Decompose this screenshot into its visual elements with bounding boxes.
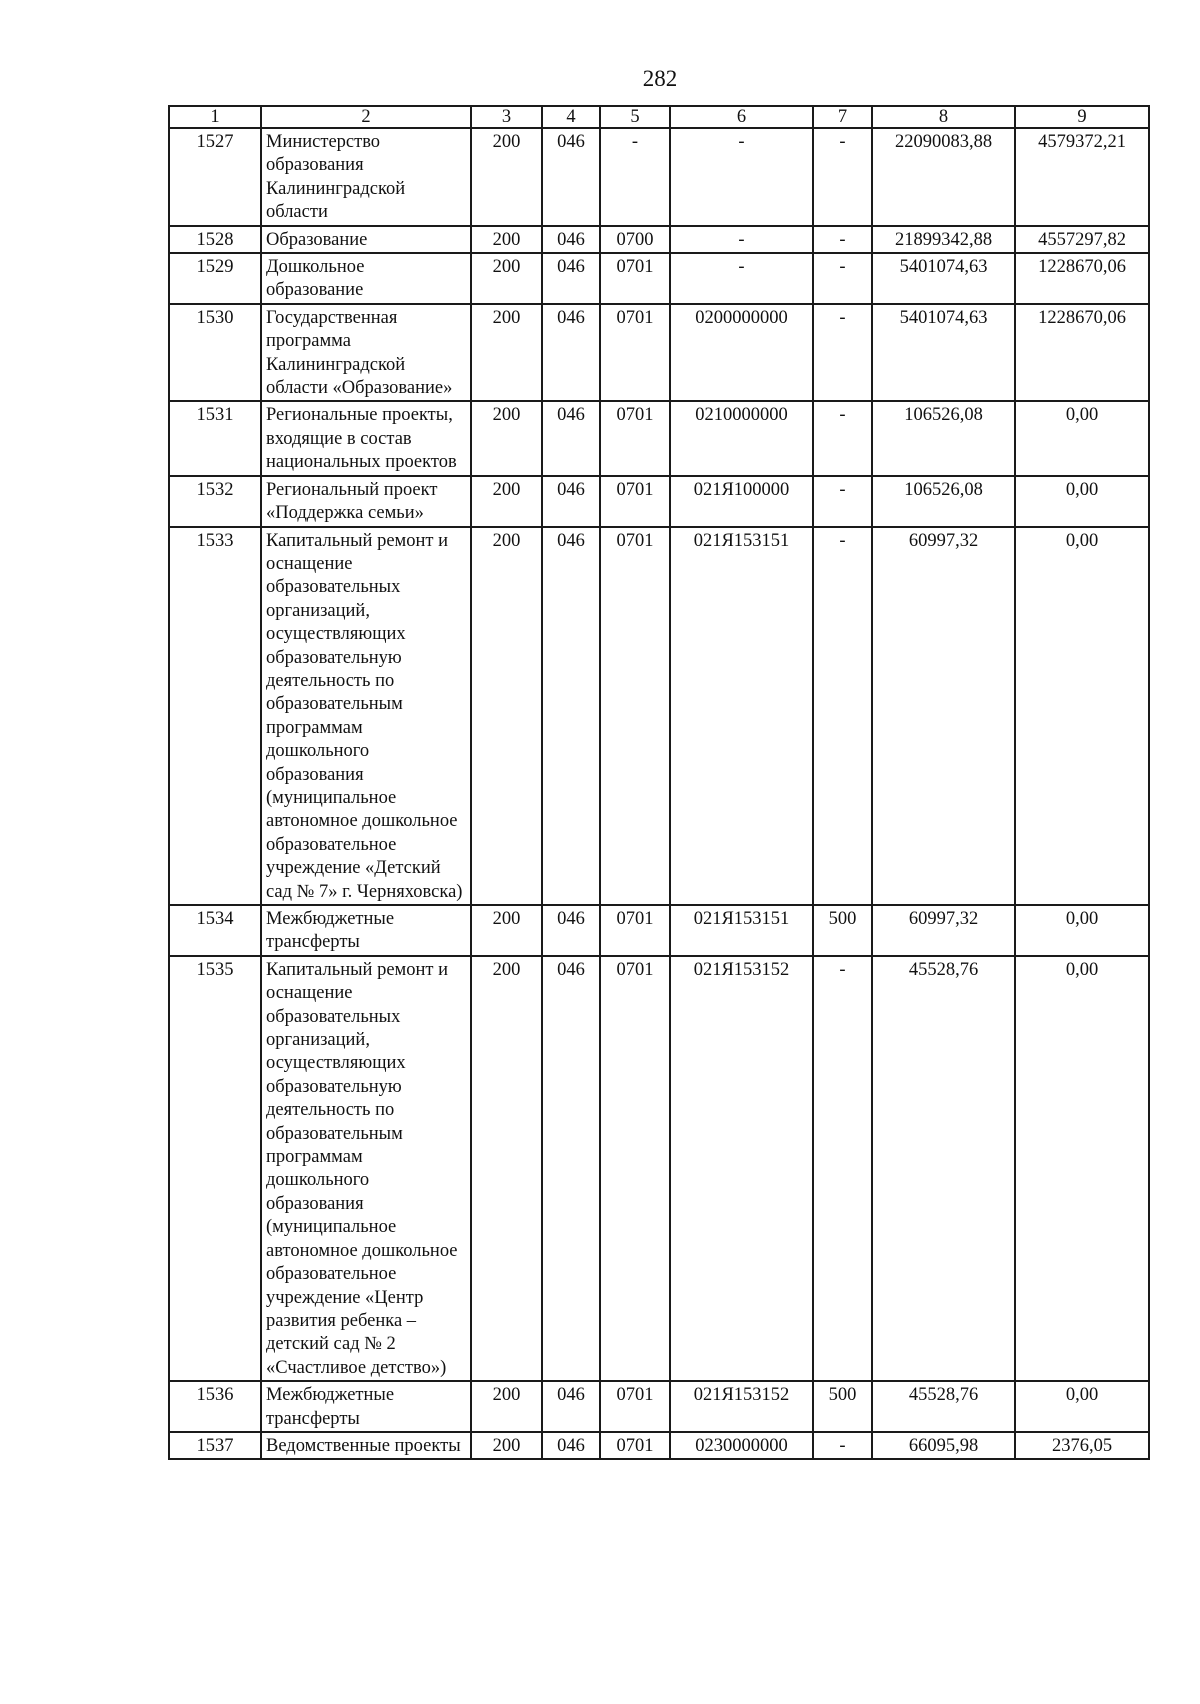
code-cell: 046	[542, 401, 600, 475]
column-header: 8	[872, 106, 1015, 128]
row-name: Министерство образования Калининградской области	[261, 128, 471, 226]
code-cell: 200	[471, 956, 542, 1381]
code-cell: 200	[471, 527, 542, 906]
table-row	[169, 304, 1149, 402]
code-cell: 0701	[600, 1432, 670, 1459]
row-name: Региональные проекты, входящие в состав национальных проектов	[261, 401, 471, 475]
amount-cell: 0,00	[1015, 1381, 1149, 1432]
code-cell: 021Я153151	[670, 905, 813, 956]
amount-cell: 1228670,06	[1015, 253, 1149, 304]
code-cell: -	[813, 226, 872, 253]
amount-cell: 45528,76	[872, 1381, 1015, 1432]
row-number: 1532	[169, 476, 261, 527]
row-name: Капитальный ремонт и оснащение образовательных организаций, осуществляющих образовательную деятельность по образовательным программам дошкольного образования (муниципальное автономное дошкольное образовательное учреждение «Центр развития ребенка – детский сад № 2 «Счастливое детство»)	[261, 956, 471, 1381]
table-row	[169, 956, 1149, 1381]
code-cell: 200	[471, 905, 542, 956]
row-number: 1536	[169, 1381, 261, 1432]
code-cell: 046	[542, 527, 600, 906]
code-cell: -	[813, 476, 872, 527]
column-header: 5	[600, 106, 670, 128]
table-row	[169, 1381, 1149, 1432]
column-header: 4	[542, 106, 600, 128]
row-name: Образование	[261, 226, 471, 253]
amount-cell: 22090083,88	[872, 128, 1015, 226]
code-cell: 046	[542, 128, 600, 226]
row-name: Межбюджетные трансферты	[261, 905, 471, 956]
table-row	[169, 128, 1149, 226]
amount-cell: 0,00	[1015, 905, 1149, 956]
code-cell: 0701	[600, 304, 670, 402]
table-row	[169, 527, 1149, 906]
code-cell: 500	[813, 905, 872, 956]
row-number: 1527	[169, 128, 261, 226]
table-header-row	[169, 106, 1149, 128]
code-cell: -	[670, 253, 813, 304]
code-cell: -	[813, 253, 872, 304]
amount-cell: 0,00	[1015, 401, 1149, 475]
amount-cell: 2376,05	[1015, 1432, 1149, 1459]
code-cell: 200	[471, 304, 542, 402]
row-number: 1531	[169, 401, 261, 475]
column-header: 7	[813, 106, 872, 128]
amount-cell: 60997,32	[872, 905, 1015, 956]
amount-cell: 106526,08	[872, 476, 1015, 527]
amount-cell: 4579372,21	[1015, 128, 1149, 226]
code-cell: 046	[542, 476, 600, 527]
code-cell: 0701	[600, 905, 670, 956]
page-number: 282	[642, 66, 678, 91]
amount-cell: 45528,76	[872, 956, 1015, 1381]
amount-cell: 0,00	[1015, 527, 1149, 906]
code-cell: 500	[813, 1381, 872, 1432]
code-cell: 0701	[600, 253, 670, 304]
row-number: 1535	[169, 956, 261, 1381]
table-row	[169, 1432, 1149, 1459]
code-cell: 021Я153151	[670, 527, 813, 906]
code-cell: 0701	[600, 527, 670, 906]
code-cell: 0701	[600, 1381, 670, 1432]
row-number: 1537	[169, 1432, 261, 1459]
amount-cell: 4557297,82	[1015, 226, 1149, 253]
code-cell: 021Я153152	[670, 956, 813, 1381]
amount-cell: 21899342,88	[872, 226, 1015, 253]
row-name: Государственная программа Калининградской области «Образование»	[261, 304, 471, 402]
code-cell: 200	[471, 253, 542, 304]
code-cell: -	[813, 1432, 872, 1459]
amount-cell: 5401074,63	[872, 304, 1015, 402]
code-cell: 200	[471, 128, 542, 226]
code-cell: 021Я100000	[670, 476, 813, 527]
code-cell: 200	[471, 1381, 542, 1432]
row-number: 1534	[169, 905, 261, 956]
table-row	[169, 401, 1149, 475]
code-cell: 0701	[600, 476, 670, 527]
code-cell: -	[813, 527, 872, 906]
code-cell: 0200000000	[670, 304, 813, 402]
code-cell: 046	[542, 304, 600, 402]
code-cell: 200	[471, 226, 542, 253]
code-cell: 021Я153152	[670, 1381, 813, 1432]
column-header: 1	[169, 106, 261, 128]
row-name: Региональный проект «Поддержка семьи»	[261, 476, 471, 527]
code-cell: 0700	[600, 226, 670, 253]
amount-cell: 106526,08	[872, 401, 1015, 475]
row-number: 1530	[169, 304, 261, 402]
row-number: 1529	[169, 253, 261, 304]
code-cell: 046	[542, 1432, 600, 1459]
table-row	[169, 253, 1149, 304]
column-header: 3	[471, 106, 542, 128]
code-cell: -	[670, 226, 813, 253]
code-cell: -	[600, 128, 670, 226]
code-cell: 046	[542, 226, 600, 253]
amount-cell: 60997,32	[872, 527, 1015, 906]
row-name: Дошкольное образование	[261, 253, 471, 304]
table-row	[169, 905, 1149, 956]
row-number: 1528	[169, 226, 261, 253]
table-row	[169, 476, 1149, 527]
code-cell: 200	[471, 1432, 542, 1459]
row-number: 1533	[169, 527, 261, 906]
column-header: 2	[261, 106, 471, 128]
row-name: Капитальный ремонт и оснащение образовательных организаций, осуществляющих образовательную деятельность по образовательным программам дошкольного образования (муниципальное автономное дошкольное образовательное учреждение «Детский сад № 7» г. Черняховска)	[261, 527, 471, 906]
amount-cell: 66095,98	[872, 1432, 1015, 1459]
row-name: Ведомственные проекты	[261, 1432, 471, 1459]
code-cell: 046	[542, 956, 600, 1381]
row-name: Межбюджетные трансферты	[261, 1381, 471, 1432]
code-cell: 200	[471, 401, 542, 475]
amount-cell: 0,00	[1015, 476, 1149, 527]
table-row	[169, 226, 1149, 253]
code-cell: 0210000000	[670, 401, 813, 475]
code-cell: 200	[471, 476, 542, 527]
code-cell: -	[813, 956, 872, 1381]
code-cell: 046	[542, 253, 600, 304]
code-cell: 0701	[600, 956, 670, 1381]
code-cell: -	[670, 128, 813, 226]
code-cell: 046	[542, 1381, 600, 1432]
column-header: 9	[1015, 106, 1149, 128]
amount-cell: 1228670,06	[1015, 304, 1149, 402]
code-cell: 0701	[600, 401, 670, 475]
code-cell: 0230000000	[670, 1432, 813, 1459]
amount-cell: 0,00	[1015, 956, 1149, 1381]
budget-table	[168, 105, 1150, 1460]
code-cell: -	[813, 304, 872, 402]
amount-cell: 5401074,63	[872, 253, 1015, 304]
code-cell: -	[813, 401, 872, 475]
code-cell: 046	[542, 905, 600, 956]
code-cell: -	[813, 128, 872, 226]
column-header: 6	[670, 106, 813, 128]
